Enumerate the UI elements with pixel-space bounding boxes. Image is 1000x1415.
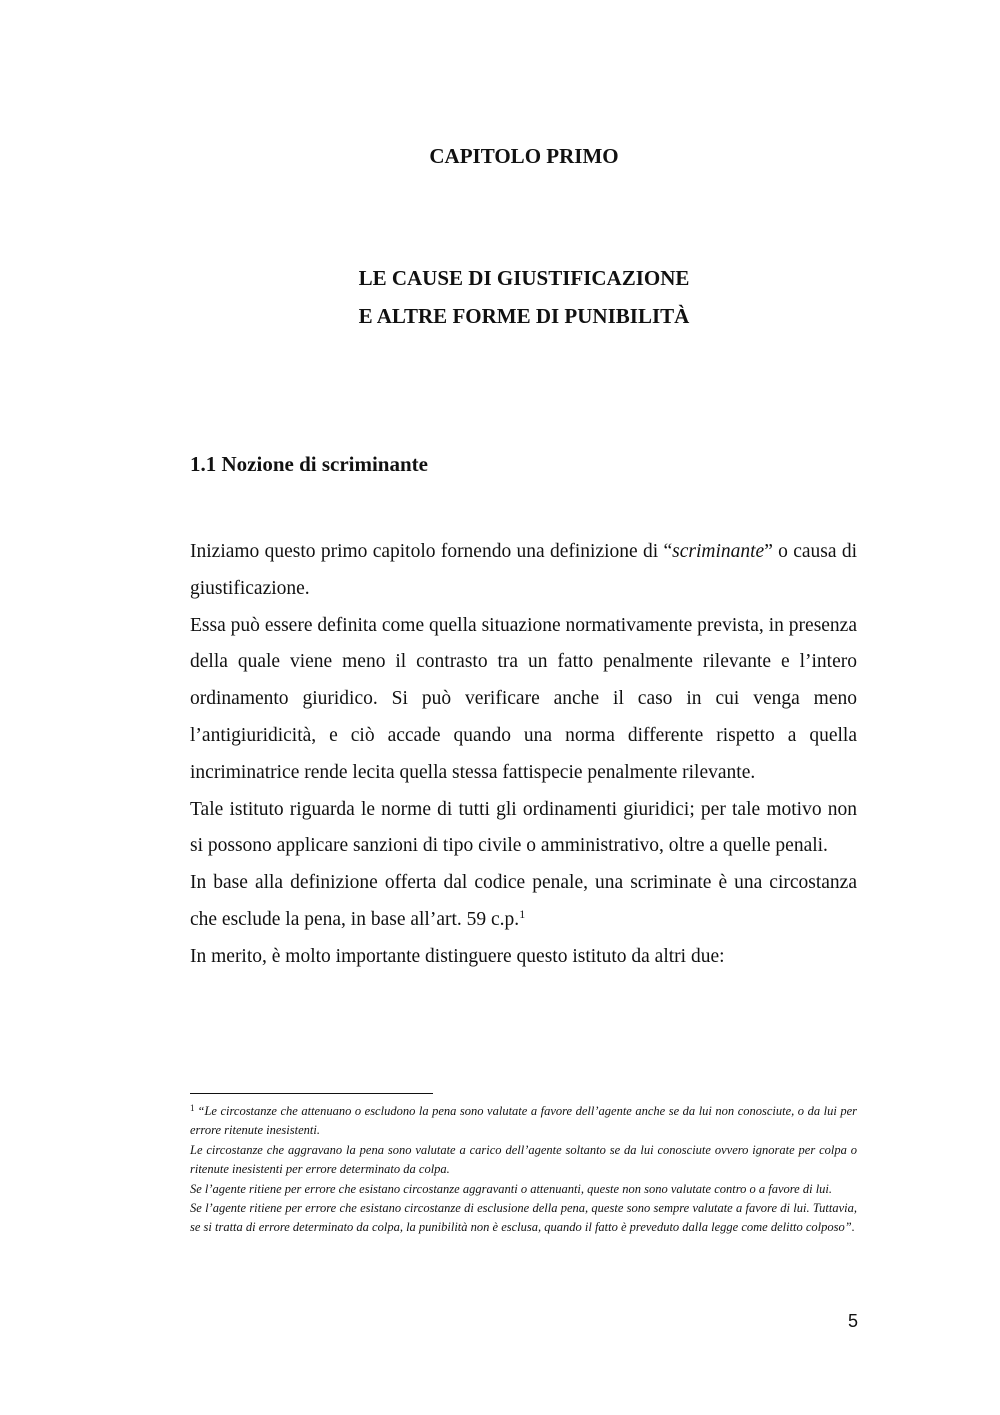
paragraph: Essa può essere definita come quella situazione normativamente prevista, in presenza della quale viene meno il contrasto tra un fatto penalmente rilevante e l’intero ordinamento giuridico. Si può verificare anche il caso in cui venga meno l’antigiuridicità, e ciò accade quando una norma differente rispetto a quella incriminatrice rende lecita quella stessa fattispecie penalmente rilevante. [190,614,857,783]
footnote-reference[interactable]: 1 [519,906,526,921]
paragraph [190,534,857,608]
body-text [190,534,857,976]
chapter-subtitle-line: E ALTRE FORME DI PUNIBILITÀ [358,304,690,328]
paragraph-text: Iniziamo questo primo capitolo fornendo una definizione di “ [190,541,673,562]
chapter-subtitle-line: LE CAUSE DI GIUSTIFICAZIONE [358,266,690,290]
footnote-marker: 1 [190,1103,195,1113]
page-number: 5 [847,1311,858,1331]
paragraph-text: In base alla definizione offerta dal codice penale, una scriminate è una circostanza che esclude la pena, in base all’art. 59 c.p. [190,872,857,930]
chapter-title: CAPITOLO PRIMO [429,144,619,168]
section-heading: 1.1 Nozione di scriminante [190,452,428,476]
footnote-line: Le circostanze che aggravano la pena sono valutate a carico dell’agente soltanto se da lui conosciute ovvero ignorate per colpa o ritenute inesistenti per errore determinato da colpa. [190,1142,857,1177]
footnote-divider [190,1093,433,1094]
paragraph: Tale istituto riguarda le norme di tutti gli ordinamenti giuridici; per tale motivo non si possono applicare sanzioni di tipo civile o amministrativo, oltre a quelle penali. [190,798,857,857]
paragraph: In merito, è molto importante distinguere questo istituto da altri due: [190,945,725,967]
footnote [190,1102,857,1238]
footnote-line [190,1102,857,1141]
footnote-line: Se l’agente ritiene per errore che esistano circostanze di esclusione della pena, queste sono sempre valutate a favore di lui. Tuttavia, se si tratta di errore determinato da colpa, la punibilità non è esclusa, quando il fatto è preveduto dalla legge come delitto colposo”. [190,1201,857,1235]
paragraph-text: ” o causa di giustificazione. [190,541,857,599]
term-italic: scriminante [672,541,765,562]
chapter-subtitle [0,259,1000,335]
footnote-line: Se l’agente ritiene per errore che esistano circostanze aggravanti o attenuanti, queste non sono valutate contro o a favore di lui. [190,1181,833,1196]
paragraph [190,865,857,939]
footnote-text: “Le circostanze che attenuano o escludono la pena sono valutate a favore dell’agente anche se da lui non conosciute, o da lui per errore ritenute inesistenti. [190,1104,857,1138]
